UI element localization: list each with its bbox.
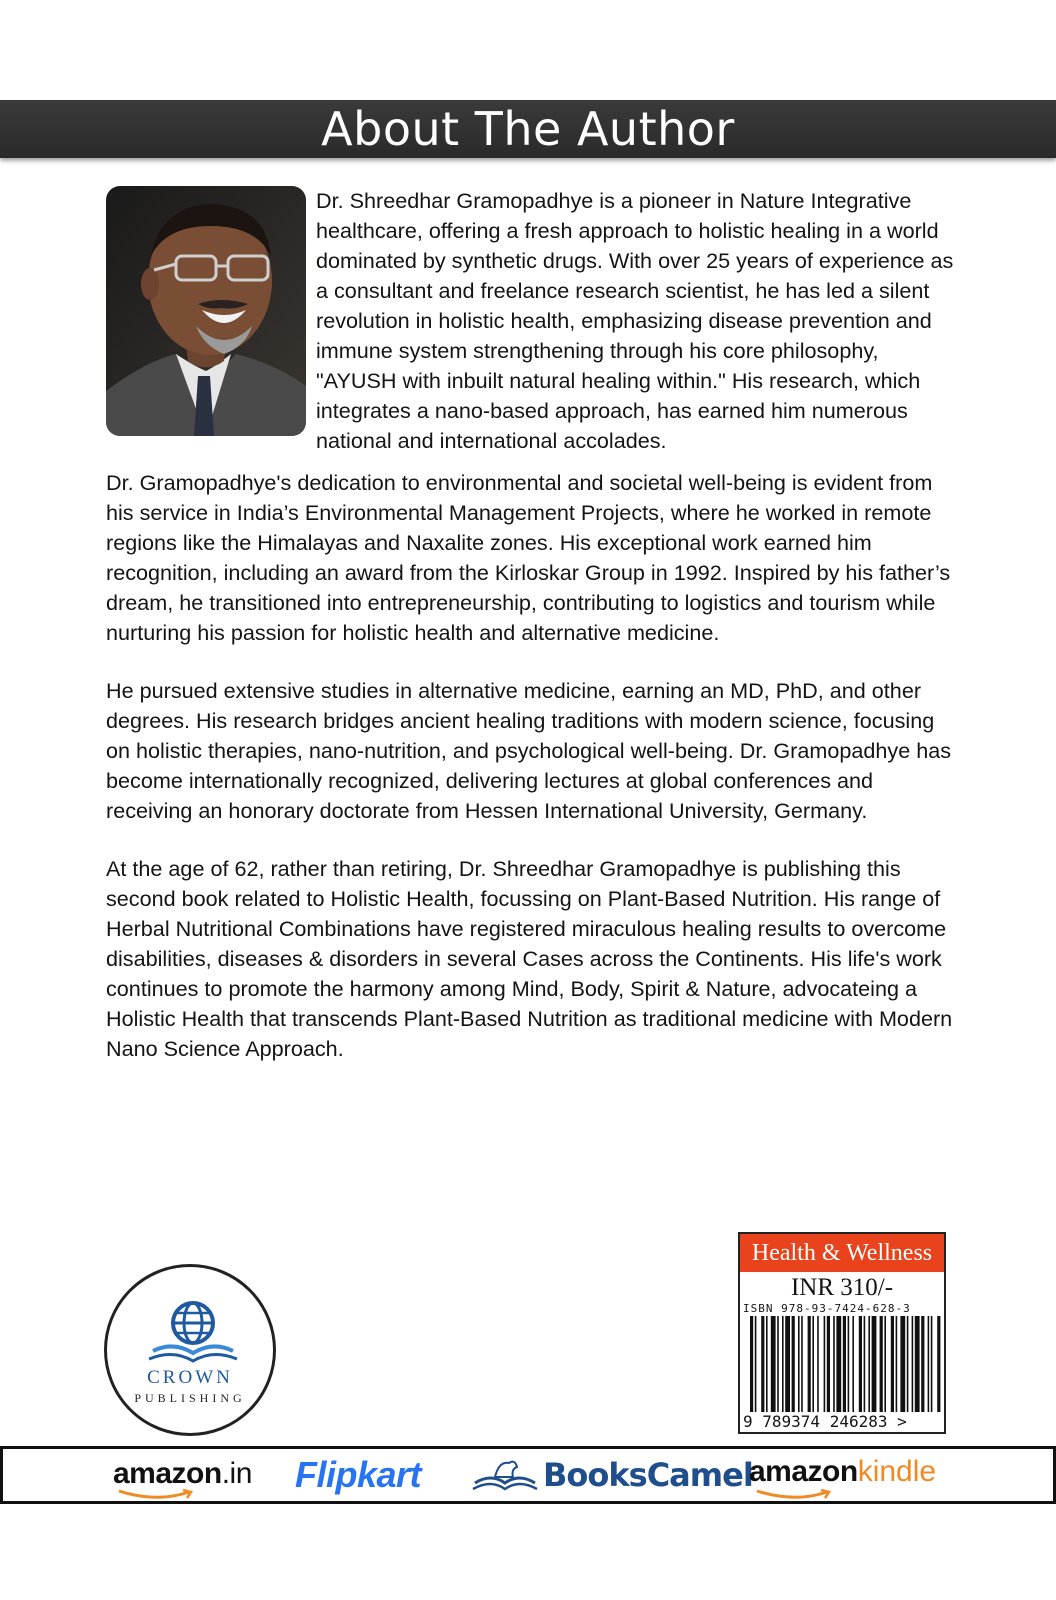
- barcode-bar: [812, 1316, 814, 1412]
- barcode-bar: [798, 1316, 800, 1412]
- kindle-brand: amazon: [749, 1455, 858, 1488]
- publisher-name: CROWN: [147, 1367, 233, 1388]
- barcode-bar: [921, 1316, 924, 1412]
- barcode-bar: [785, 1316, 790, 1412]
- open-book-icon: [471, 1455, 539, 1495]
- barcode-bar: [792, 1316, 795, 1412]
- barcode-bar: [884, 1316, 886, 1412]
- barcode-bar: [827, 1316, 830, 1412]
- barcode-bar: [761, 1316, 764, 1412]
- barcode-bar: [836, 1316, 841, 1412]
- bio-paragraph-1: Dr. Shreedhar Gramopadhye is a pioneer in Nature Integrative healthcare, offering a fresh approach to holistic healing in a world dominated by synthetic drugs. With over 25 years of experience as a consultant and freelance research scientist, he has led a silent revolution in holistic health, emphasizing disease prevention and immune system strengthening through his core philosophy, "AYUSH with inbuilt natural healing within." His research, which integrates a nano-based approach, has earned him numerous national and international accolades.: [316, 188, 954, 453]
- barcode-bar: [931, 1316, 933, 1412]
- page-title: About The Author: [321, 102, 735, 156]
- barcode-bar: [817, 1316, 819, 1412]
- barcode-bar: [868, 1316, 870, 1412]
- bookscamel-text: BooksCamel: [543, 1456, 753, 1494]
- barcode-bar: [808, 1316, 811, 1412]
- bio-paragraph-3: He pursued extensive studies in alternative medicine, earning an MD, PhD, and other degrees. His research bridges ancient healing traditions with modern science, focusing on holistic therapies, nano-nutrition, and psychological well-being. Dr. Gramopadhye has become internationally recognized, delivering lectures at global conferences and receiving an honorary doctorate from Hessen International University, Germany.: [106, 678, 952, 823]
- barcode-bar: [872, 1316, 877, 1412]
- isbn-label: ISBN 978-93-7424-628-3: [743, 1302, 911, 1315]
- amazon-in-brand: amazon: [113, 1457, 222, 1490]
- barcode-bar: [896, 1316, 898, 1412]
- bio-paragraph-2: Dr. Gramopadhye's dedication to environmental and societal well-being is evident from his service in India’s Environmental Management Projects, where he worked in remote regions like the Himalayas and Naxalite zones. His exceptional work earned him recognition, including an award from the Kirloskar Group in 1992. Inspired by his father’s dream, he transitioned into entrepreneurship, contributing to logistics and tourism while nurturing his passion for holistic health and alternative medicine.: [106, 470, 951, 645]
- bio-paragraph-4: At the age of 62, rather than retiring, Dr. Shreedhar Gramopadhye is publishing this second book related to Holistic Health, focussing on Plant-Based Nutrition. His range of Herbal Nutritional Combinations have registered miraculous healing results to overcome disabilities, diseases & disorders in several Cases across the Continents. His life's work continues to promote the harmony among Mind, Body, Spirit & Nature, advocateing a Holistic Health that transcends Plant-Based Nutrition as traditional medicine with Modern Nano Science Approach.: [106, 856, 953, 1061]
- barcode-bar: [859, 1316, 862, 1412]
- barcode-bar: [848, 1316, 850, 1412]
- amazon-smile-icon: [117, 1489, 197, 1501]
- barcode-bar: [801, 1316, 803, 1412]
- barcode-bar: [937, 1316, 940, 1412]
- amazon-kindle-logo[interactable]: [749, 1455, 936, 1495]
- genre-label: Health & Wellness: [740, 1234, 944, 1272]
- barcode-bar: [891, 1316, 894, 1412]
- amazon-smile-icon: [755, 1489, 835, 1501]
- barcode-bar: [928, 1316, 930, 1412]
- barcode-bar: [915, 1316, 920, 1412]
- barcode-bar: [824, 1316, 826, 1412]
- amazon-in-suffix: .in: [221, 1457, 252, 1490]
- barcode-bar: [907, 1316, 909, 1412]
- header-band: [0, 100, 1056, 158]
- barcode-bars: [744, 1316, 944, 1412]
- barcode-bar: [880, 1316, 883, 1412]
- price-label: INR 310/-: [790, 1274, 894, 1301]
- barcode-bar: [912, 1316, 914, 1412]
- barcode-bar: [843, 1316, 846, 1412]
- author-photo: [106, 186, 306, 436]
- barcode-bar: [755, 1316, 757, 1412]
- barcode-bar: [900, 1316, 905, 1412]
- barcode-bar: [777, 1316, 779, 1412]
- barcode-bar: [864, 1316, 866, 1412]
- author-bio: [106, 186, 962, 1076]
- barcode-bar: [782, 1316, 784, 1412]
- barcode-bar: [750, 1316, 753, 1412]
- bookscamel-logo[interactable]: [471, 1453, 753, 1494]
- barcode-box: [738, 1232, 946, 1434]
- amazon-in-logo[interactable]: [113, 1457, 252, 1497]
- barcode-bar: [766, 1316, 768, 1412]
- publisher-logo: [104, 1264, 276, 1436]
- barcode-bar: [833, 1316, 835, 1412]
- flipkart-logo[interactable]: Flipkart: [295, 1454, 422, 1495]
- barcode-bar: [852, 1316, 854, 1412]
- barcode-bar: [771, 1316, 776, 1412]
- store-bar: [0, 1446, 1056, 1504]
- globe-book-icon: [143, 1299, 243, 1369]
- publisher-subtitle: PUBLISHING: [134, 1391, 246, 1405]
- barcode-digits: 9 789374 246283 >: [743, 1412, 907, 1431]
- kindle-suffix: kindle: [857, 1455, 937, 1488]
